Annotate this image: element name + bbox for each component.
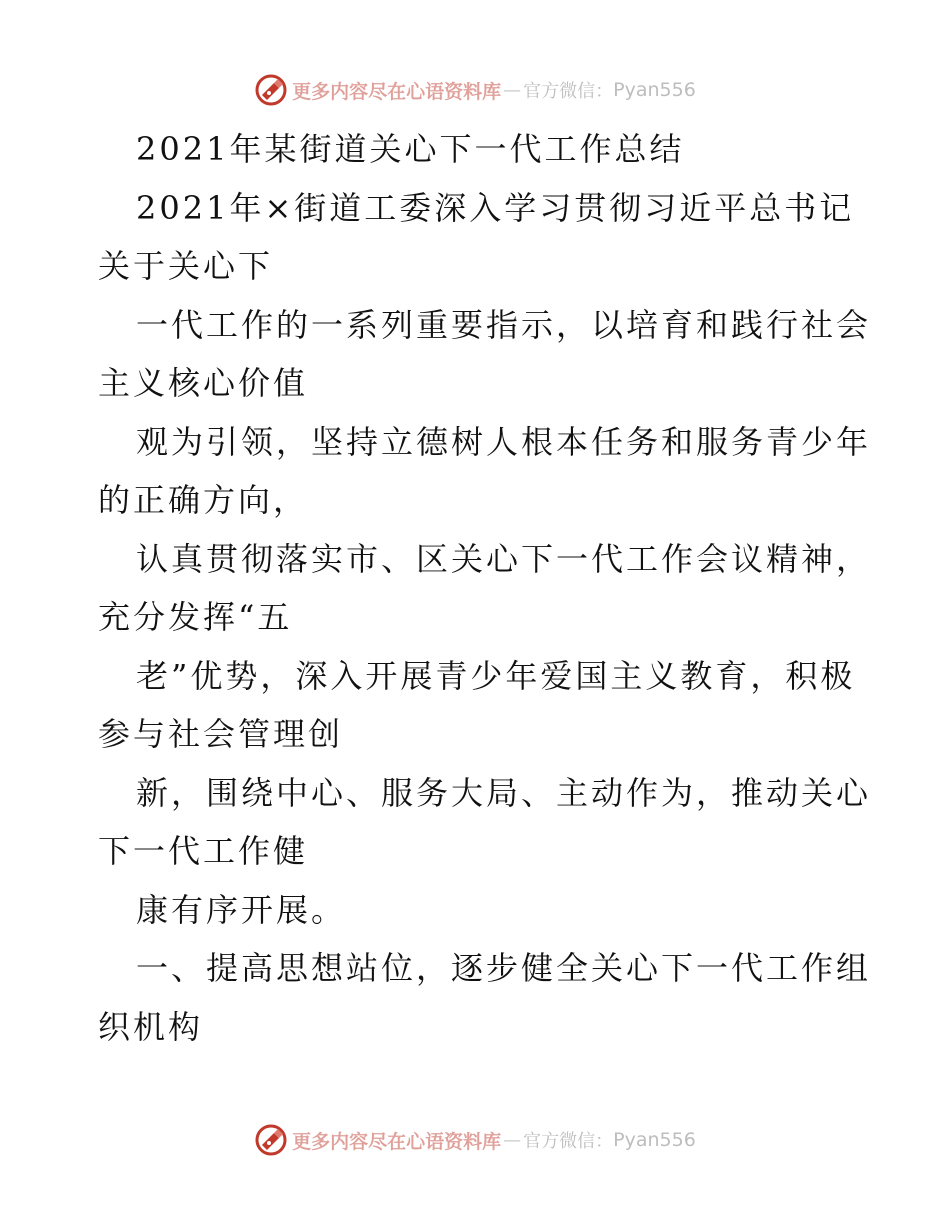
paragraph-line: 2021年×街道工委深入学习贯彻习近平总书记 [136,188,855,227]
header-watermark [0,70,950,110]
paragraph-line: 观为引领，坚持立德树人根本任务和服务青少年 [136,422,872,461]
watermark-separator: — [503,1129,522,1151]
watermark-main-text: 更多内容尽在心语资料库 [292,1130,502,1153]
paragraph-line: 参与社会管理创 [98,715,344,753]
document-body [98,120,872,1056]
footer-watermark [0,1120,950,1160]
watermark-separator: — [503,79,522,101]
watermark-id: Pyan556 [613,1129,696,1151]
watermark-id: Pyan556 [613,79,696,101]
paragraph-line: 康有序开展。 [136,890,347,929]
paragraph-line: 新，围绕中心、服务大局、主动作为，推动关心 [136,773,872,812]
paragraph-line: 主义核心价值 [98,364,309,402]
pen-nib-logo-icon [254,73,288,107]
watermark-label: 官方微信： [523,1131,614,1152]
pen-nib-logo-icon [254,1123,288,1157]
paragraph-line: 一代工作的一系列重要指示，以培育和践行社会 [136,305,872,344]
section-heading: 一、提高思想站位，逐步健全关心下一代工作组 [136,949,872,987]
watermark-main-text: 更多内容尽在心语资料库 [292,80,502,103]
paragraph-line: 织机构 [98,1007,204,1046]
paragraph-line: 的正确方向， [98,481,309,519]
paragraph-line: 老”优势，深入开展青少年爱国主义教育，积极 [136,656,856,695]
document-title: 2021年某街道关心下一代工作总结 [136,130,685,168]
paragraph-line: 充分发挥“五 [98,598,293,636]
paragraph-line: 认真贯彻落实市、区关心下一代工作会议精神， [136,539,872,578]
paragraph-line: 下一代工作健 [98,832,309,870]
watermark-label: 官方微信： [523,81,614,102]
paragraph-line: 关于关心下 [98,247,274,285]
